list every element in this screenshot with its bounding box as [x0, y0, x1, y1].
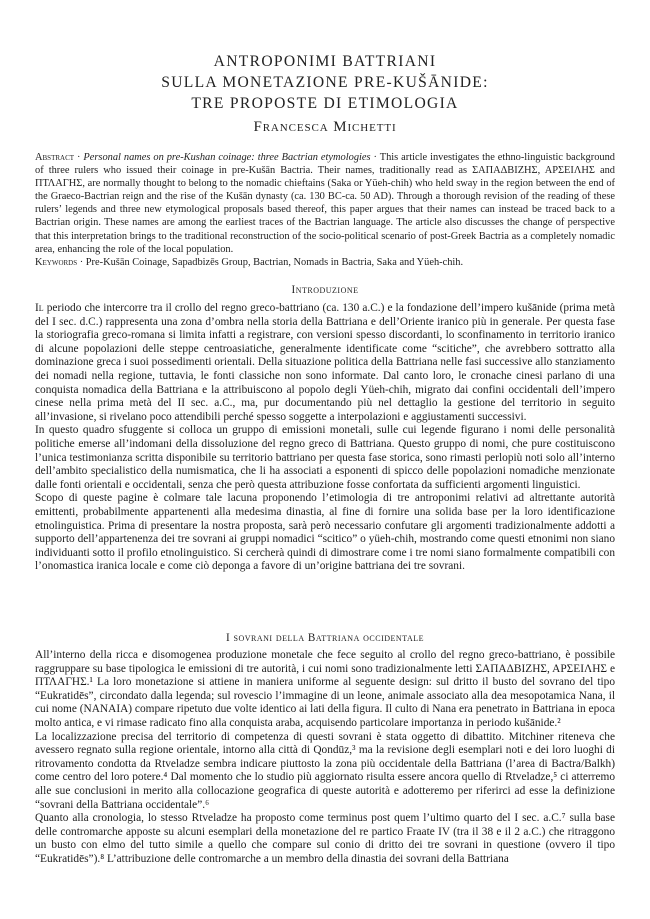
- section-heading-sovrani: I sovrani della Battriana occidentale: [226, 632, 424, 644]
- abstract-separator: ·: [74, 152, 84, 163]
- section-body-introduzione: [35, 302, 615, 574]
- abstract-block: [35, 151, 615, 269]
- keywords-text: · Pre-Kušān Coinage, Sapadbizēs Group, Bactrian, Nomads in Bactria, Saka and Yüeh-chih.: [77, 256, 464, 268]
- body-paragraph: Quanto alla cronologia, lo stesso Rtveladze ha proposto come terminus post quem l’ultimo quarto del I sec. a.C.⁷ sulla base delle contromarche apposte su alcuni esemplari della monetazione del re partico Fraate IV (tra il 38 e il 2 a.C.) che ritraggono un busto con elmo del tutto simile a quello che compare sul conio di dritto dei tre sovrani in questione (ovvero il tipo “Eukratidēs”).⁸ L’attribuzione delle contromarche a un membro della dinastia dei sovrani della Battriana: [35, 812, 615, 865]
- abstract-label: Abstract: [35, 152, 75, 163]
- abstract-english-title: Personal names on pre-Kushan coinage: three Bactrian etymologies: [83, 152, 371, 163]
- article-title-line-2: SULLA MONETAZIONE PRE-KUŠĀNIDE:: [161, 74, 489, 91]
- article-title-line-1: ANTROPONIMI BATTRIANI: [213, 53, 437, 70]
- article-title-line-3: TRE PROPOSTE DI ETIMOLOGIA: [191, 95, 459, 112]
- paragraph-text: periodo che intercorre tra il crollo del regno greco-battriano (ca. 130 a.C.) e la fondazione dell’impero kušānide (prima metà del I sec. d.C.) rappresenta una zona d’ombra nella storia della Battriana e dell’Oriente iranico più in generale. Per questa fase la storiografia greco-romana si limita infatti a registrare, con versioni spesso discordanti, lo sconfinamento in territorio iranico di alcune popolazioni delle steppe centroasiatiche, generalmente identificate come “scitiche”, che avrebbero sottratto alla dominazione greca i suoi possedimenti orientali. Della situazione politica della Battriana nelle fasi successive allo stanziamento dei nomadi nella regione, tuttavia, le fonti classiche non sono informate. Dal canto loro, le cronache cinesi parlano di una conquista nomadica della Battriana e la attribuiscono al popolo degli Yüeh-chih, migrato dai confini occidentali dell’impero cinese nella prima metà del II sec. a.C., ma, pur documentando più nel dettaglio la gestione del territorio in seguito all’invasione, si rivelano poco attendibili perché spesso soggette a interpolazioni e aggiustamenti successivi.: [35, 302, 615, 423]
- first-word: Il: [35, 302, 44, 314]
- keywords-label: Keywords: [35, 256, 78, 268]
- body-paragraph: La localizzazione precisa del territorio di competenza di questi sovrani è stata oggetto di dibattito. Mitchiner riteneva che avessero regnato sulla regione orientale, intorno alla città di Qondūz,³ ma la revisione degli esemplari noti e dei loro luoghi di ritrovamento condotta da Rtveladze sembra indicare piuttosto la zona più occidentale della Battriana (l’area di Bactra/Balkh) come centro del loro potere.⁴ Dal momento che lo studio più aggiornato risulta essere ancora quello di Rtveladze,⁵ ci atterremo alle sue conclusioni in merito alla collocazione geografica di queste autorità e adotteremo per riferirci ad esse la definizione “sovrani della Battriana occidentale”.⁶: [35, 730, 615, 811]
- section-heading-introduzione: Introduzione: [291, 284, 359, 296]
- body-paragraph: In questo quadro sfuggente si colloca un gruppo di emissioni monetali, sulle cui legende figurano i nomi delle personalità politiche emerse all’indomani della dissoluzione del regno greco di Battriana. Questo gruppo di nomi, che pure costituiscono l’unica testimonianza scritta disponibile su territorio battriano per questa fase storica, sono rimasti perlopiù noti solo all’interno dell’ambito specialistico della numismatica, che li ha associati a esponenti di spicco delle popolazioni nomadiche menzionate dalle fonti orientali e occidentali, senza che però questa attribuzione fosse confortata da sufficienti argomenti linguistici.: [35, 424, 615, 491]
- body-paragraph: Scopo di queste pagine è colmare tale lacuna proponendo l’etimologia di tre antroponimi relativi ad altrettante autorità emittenti, probabilmente appartenenti alla medesima dinastia, al fine di fornire una solida base per la loro identificazione etnolinguistica. Prima di presentare la nostra proposta, sarà però necessario confutare gli argomenti tradizionalmente addotti a supporto dell’appartenenza dei tre sovrani ai gruppi nomadici “scitico” o yüeh-chih, mostrando come questi etnonimi non siano individuanti sotto il profilo etnolinguistico. Si cercherà quindi di dimostrare come i tre nomi siano formalmente compatibili con l’onomastica iranica locale e come ciò deponga a favore di un’origine battriana dei tre sovrani.: [35, 492, 615, 573]
- abstract-text: · This article investigates the ethno-linguistic background of three rulers who issued their coinage in pre-Kušān Bactria. Their names, traditionally read as ΣΑΠΑΔΒΙΖΗΣ, ΑΡΣΕΙΛΗΣ and ΠΤΛΑΓΗΣ, are normally thought to belong to the nomadic chieftains (Saka or Yüeh-chih) who held sway in the region between the end of the Graeco-Bactrian reign and the rise of the Kušān dynasty (ca. 130 BC-ca. 50 AD). Through a thorough revision of the reading of these rulers’ legends and three new etymological proposals based thereof, this paper argues that their names can instead be traced back to a Bactrian origin. These names are among the earliest traces of the Bactrian language. The article also discusses the change of perspective that this interpretation brings to the traditional reconstruction of the socio-political scenario of post-Greek Bactria as a completely nomadic area, enhancing the role of the local population.: [35, 152, 615, 255]
- author-name: Francesca Michetti: [253, 119, 397, 135]
- body-paragraph: [35, 302, 615, 424]
- body-paragraph: All’interno della ricca e disomogenea produzione monetale che fece seguito al crollo del regno greco-battriano, è possibile raggruppare su base tipologica le emissioni di tre autorità, i cui nomi sono tradizionalmente letti ΣΑΠΑΔΒΙΖΗΣ, ΑΡΣΕΙΛΗΣ e ΠΤΛΑΓΗΣ.¹ La loro monetazione si attiene in maniera uniforme al seguente design: sul dritto il busto del sovrano del tipo “Eukratidēs”, circondato dalla legenda; sul rovescio l’immagine di un leone, animale associato alla dea mesopotamica Nana, il cui nome (ΝΑΝΑΙΑ) compare ripetuto due volte identico ai lati della figura. Il culto di Nana era penetrato in Battriana in epoca molto antica, e vi rimase radicato fino alla conquista araba, acquisendo particolare importanza in periodo kušānide.²: [35, 649, 615, 729]
- keywords-paragraph: [35, 256, 615, 269]
- section-body-sovrani: [35, 649, 615, 867]
- abstract-paragraph: [35, 151, 615, 256]
